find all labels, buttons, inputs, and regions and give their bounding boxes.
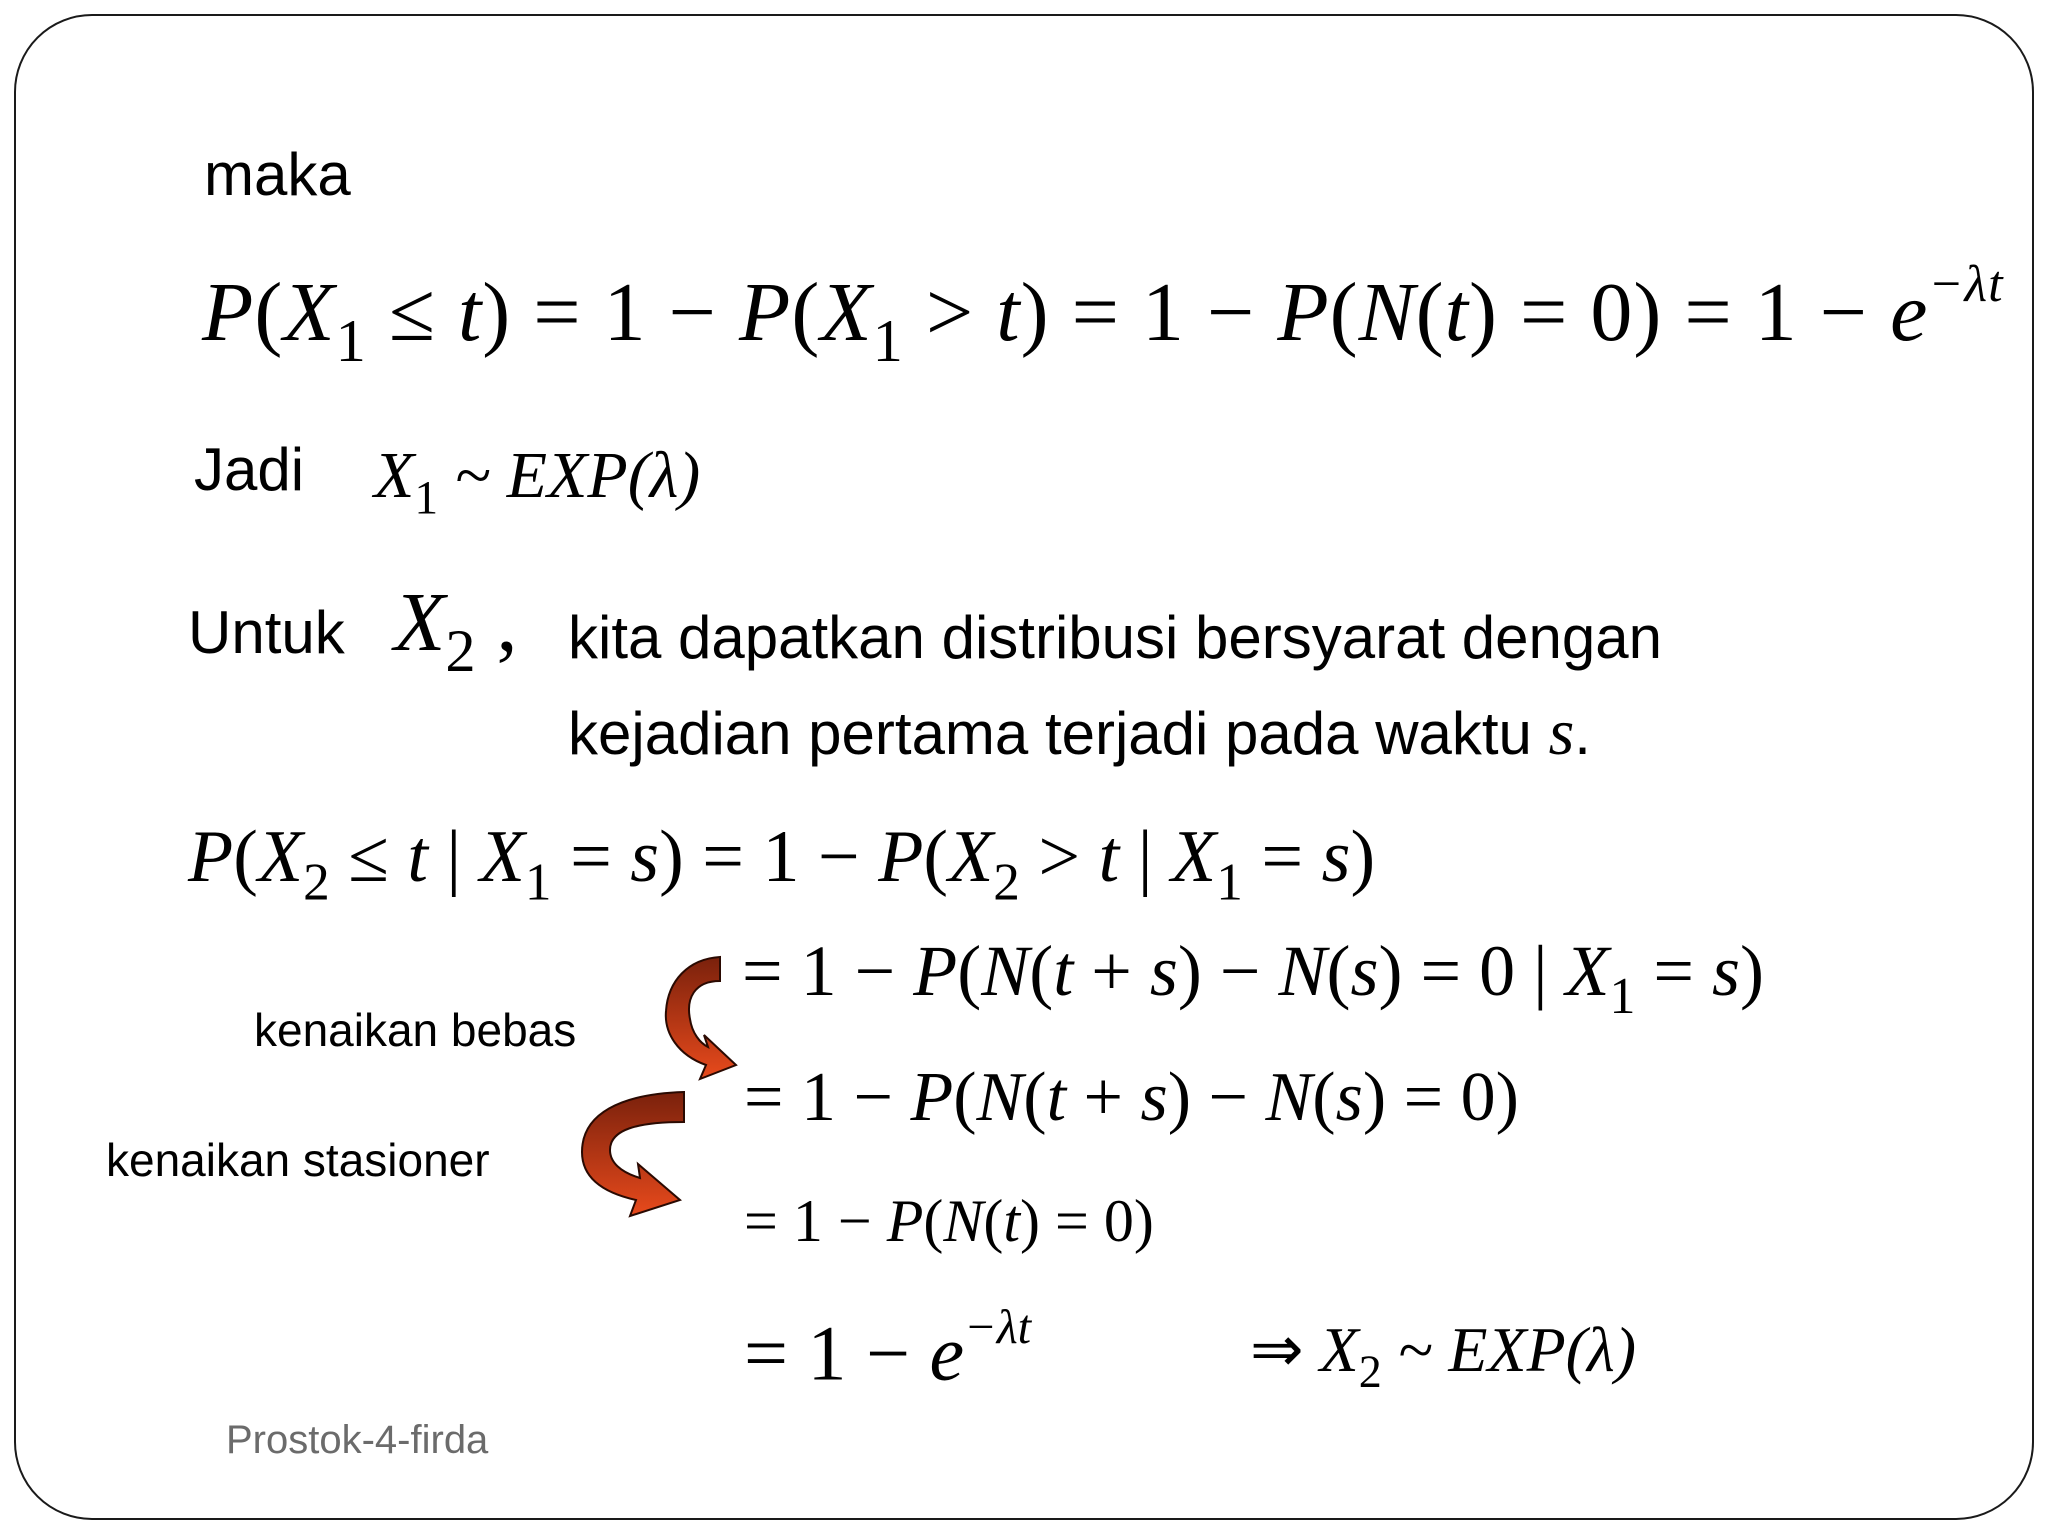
formula-x1-exponential: $X_1$ ~ EXP(λ) (374, 439, 701, 525)
equation-conditional-line3: = 1 − P(N(t + s) − N(s) = 0) (744, 1059, 1519, 1136)
slide-footer: Prostok-4-firda (226, 1418, 489, 1462)
label-independent-increments: kenaikan bebas (254, 1004, 577, 1056)
equation-conditional-line5: = $1 - e^{-\lambda t}$ (744, 1301, 1032, 1397)
word-untuk: Untuk (188, 599, 345, 666)
untuk-description-line2: kejadian pertama terjadi pada waktu s. (568, 696, 1591, 769)
untuk-description-line1: kita dapatkan distribusi bersyarat dengan (568, 604, 1663, 671)
word-maka: maka (204, 141, 351, 208)
conclusion-x2-exponential: ⇒ $X_2$ ~ EXP(λ) (1250, 1314, 1637, 1398)
var-x2: $X_2$ , (394, 576, 518, 686)
word-jadi: Jadi (194, 436, 305, 503)
curved-arrow-independent-icon (664, 955, 744, 1105)
equation-conditional-line2: = 1 − P(N(t + s) − N(s) = 0 | $X_1 = s$) (742, 931, 1765, 1026)
equation-conditional-line1: $P(X_2 \le t$ | $X_1 = s) = 1 - P(X_2 > t$ | $X_1 = s$) (188, 816, 1376, 912)
equation-conditional-line4: = 1 − P(N(t) = 0) (744, 1188, 1154, 1254)
equation-cdf-x1: $P(X_1 \le t) = 1 - P(X_1 > t) = 1 - P(N(t) = 0) = 1 - e^{-\lambda t}$ (202, 256, 2004, 376)
curved-arrow-stationary-icon (580, 1090, 690, 1230)
label-stationary-increments: kenaikan stasioner (106, 1134, 490, 1186)
